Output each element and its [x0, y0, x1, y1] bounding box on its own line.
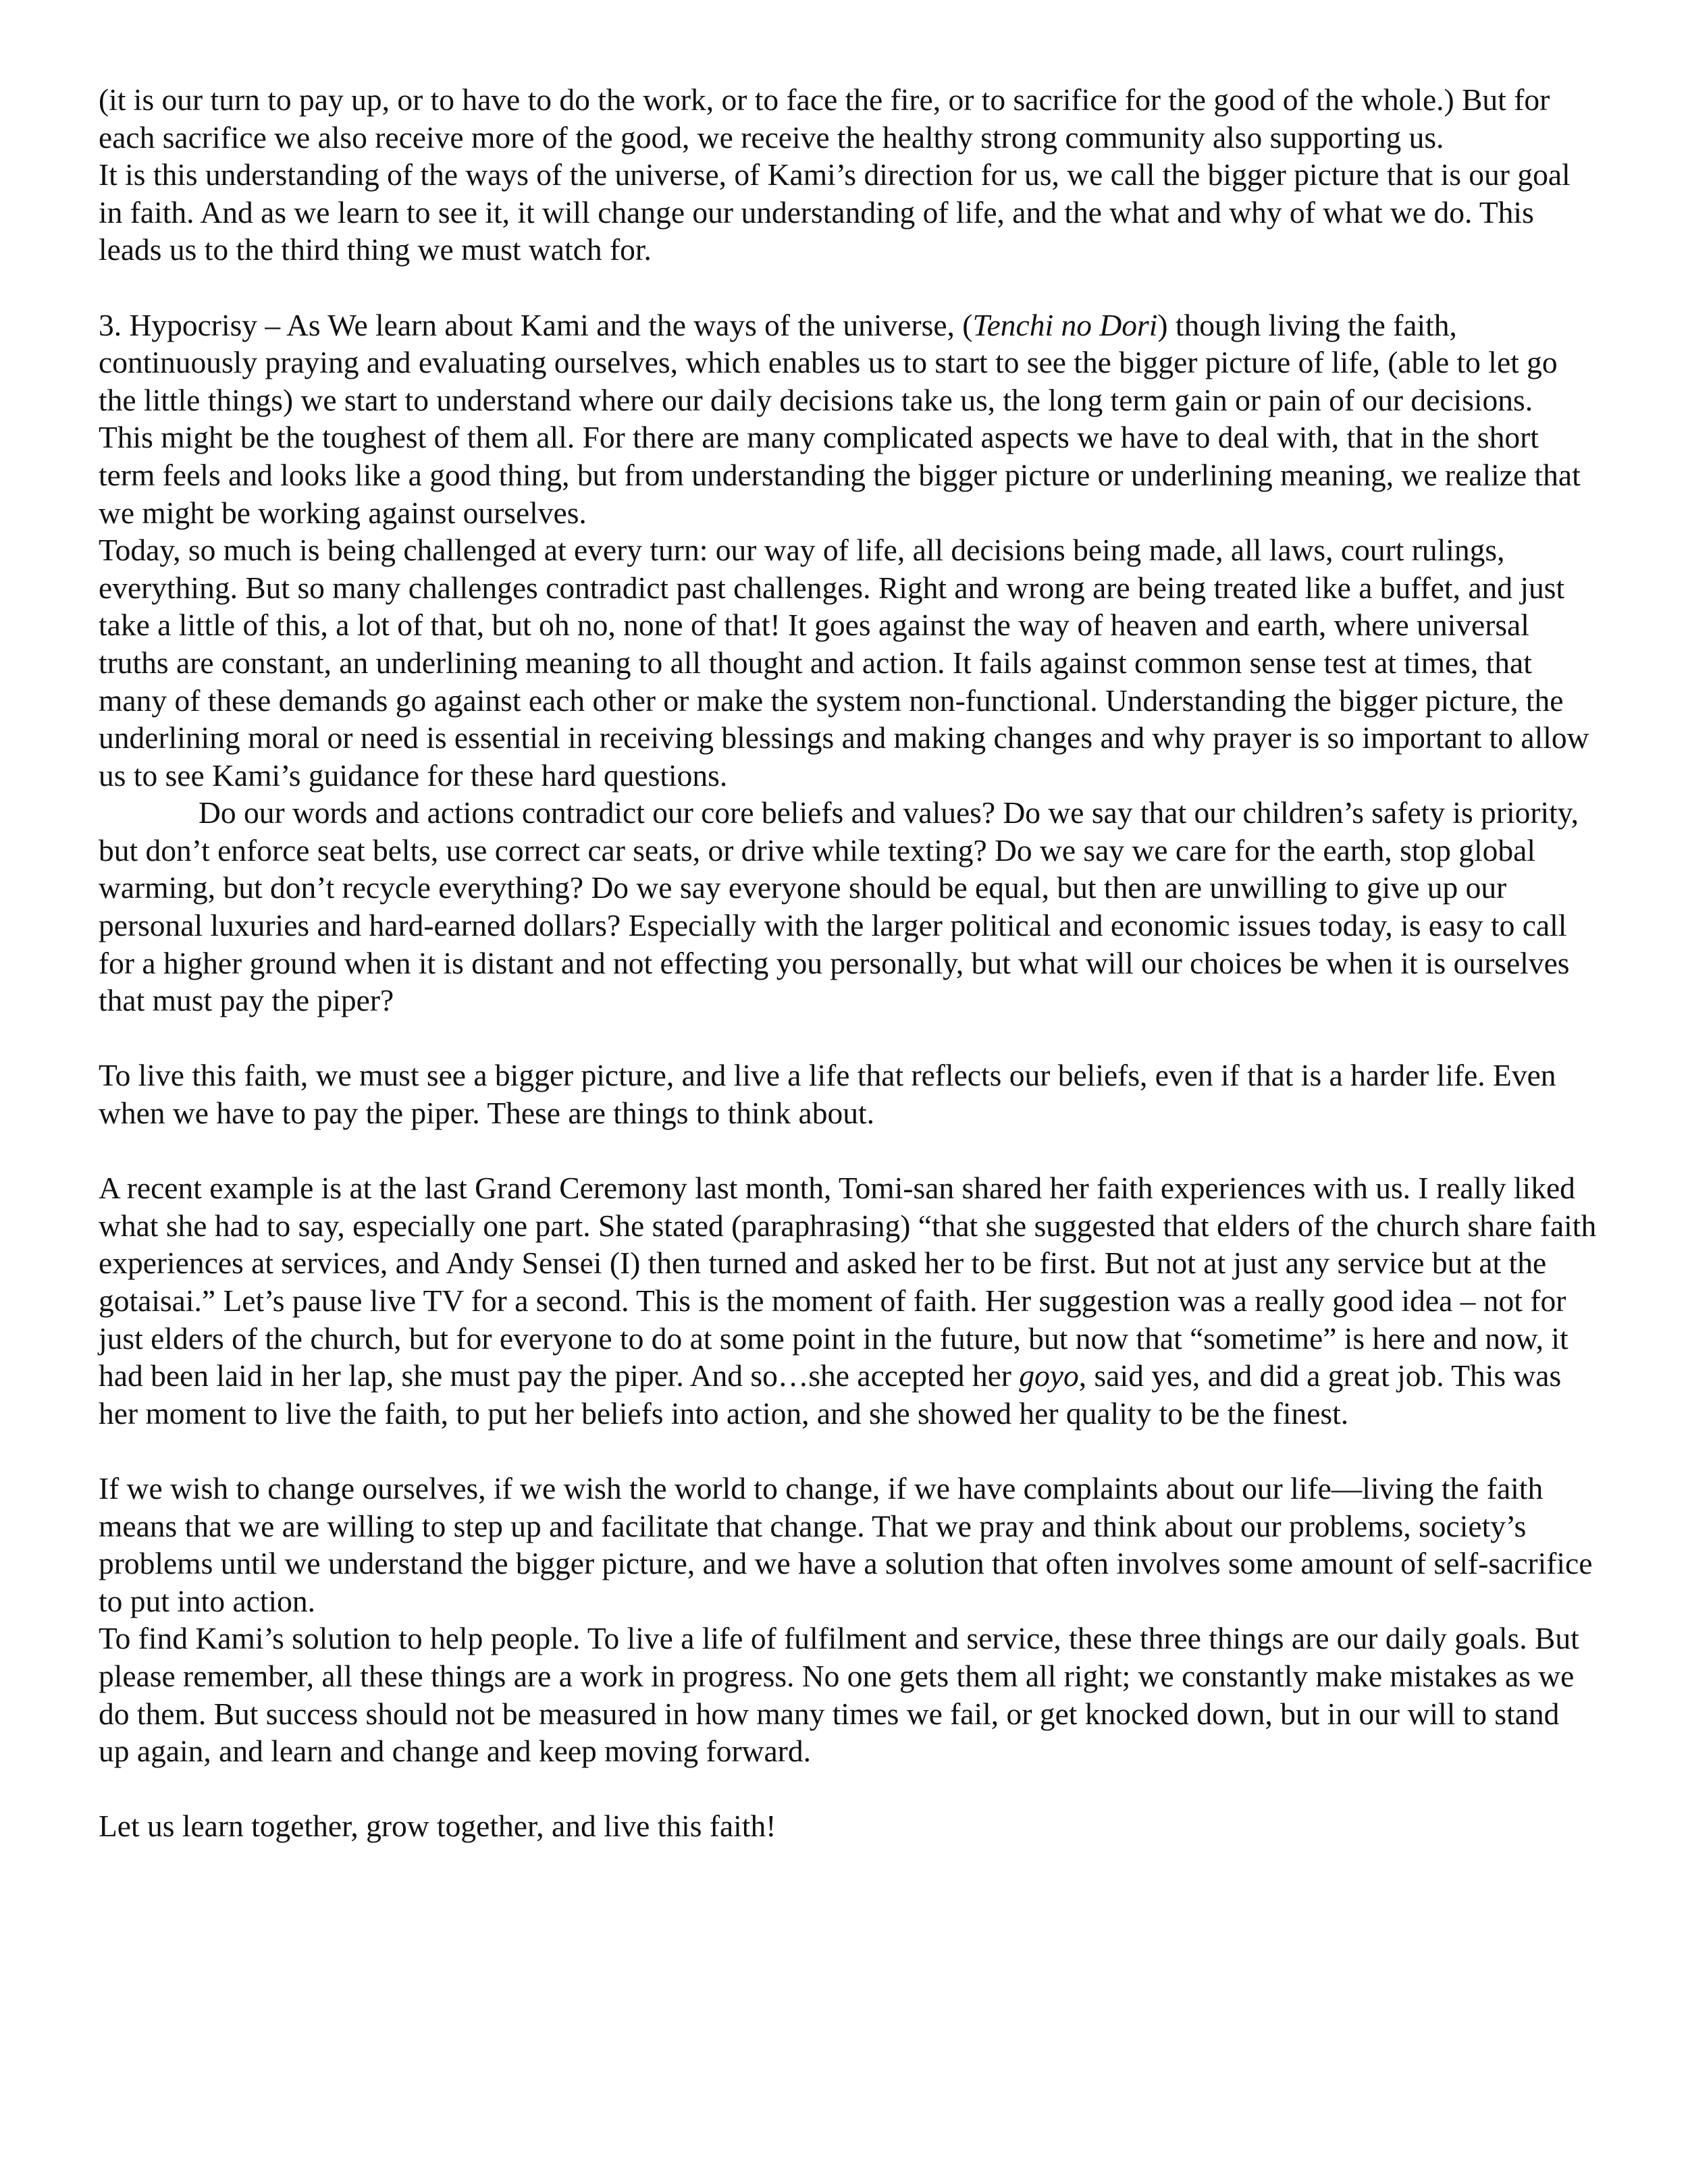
paragraph-gap: [99, 1770, 1598, 1808]
paragraph-change-ourselves: If we wish to change ourselves, if we wish the world to change, if we have complaints about our life—living the faith means that we are willing to step up and facilitate that change. That we pray and think about our problems, society’s problems until we understand the bigger picture, and we have a solution that often involves some amount of self-sacrifice to put into action.: [99, 1470, 1593, 1618]
paragraph-sacrifice: (it is our turn to pay up, or to have to do the work, or to face the fire, or to sacrifice for the good of the whole.) But for each sacrifice we also receive more of the good, we receive the healthy strong community also supporting us.: [99, 82, 1550, 155]
paragraph-live-this-faith: To live this faith, we must see a bigger picture, and live a life that reflects our beliefs, even if that is a harder life. Even when we have to pay the piper. These are things to think about.: [99, 1058, 1556, 1131]
paragraph-closing: Let us learn together, grow together, and live this faith!: [99, 1809, 776, 1844]
paragraph-gap: [99, 1432, 1598, 1470]
paragraph-contradict-questions: Do our words and actions contradict our core beliefs and values? Do we say that our children’s safety is priority, but don’t enforce seat belts, use correct car seats, or drive while texting? Do we say we care for the earth, stop global warming, but don’t recycle everything? Do we say everyone should be equal, but then are unwilling to give up our personal luxuries and hard-earned dollars? Especially with the larger political and economic issues today, is easy to call for a higher ground when it is distant and not effecting you personally, but what will our choices be when it is ourselves that must pay the piper?: [99, 795, 1579, 1018]
paragraph-bigger-picture: It is this understanding of the ways of the universe, of Kami’s direction for us, we call the bigger picture that is our goal in faith. And as we learn to see it, it will change our understanding of life, and the what and why of what we do. This leads us to the third thing we must watch for.: [99, 157, 1571, 267]
text-span: A recent example is at the last Grand Ceremony last month, Tomi-san shared her faith experiences with us. I really liked what she had to say, especially one part. She stated (paraphrasing) “that she suggested that elders of the church share faith experiences at services, and Andy Sensei (I) then turned and asked her to be first. But not at just any service but at the gotaisai.” Let’s pause live TV for a second. This is the moment of faith. Her suggestion was a really good idea – not for just elders of the church, but for everyone to do at some point in the future, but now that “sometime” is here and now, it had been laid in her lap, she must pay the piper. And so…she accepted her: [99, 1171, 1597, 1393]
paragraph-hypocrisy-heading: [99, 307, 1598, 419]
paragraph-toughest: This might be the toughest of them all. For there are many complicated aspects we have to deal with, that in the short term feels and looks like a good thing, but from understanding the bigger picture or underlining meaning, we realize that we might be working against ourselves.: [99, 420, 1581, 530]
paragraph-today: Today, so much is being challenged at every turn: our way of life, all decisions being made, all laws, court rulings, everything. But so many challenges contradict past challenges. Right and wrong are being treated like a buffet, and just take a little of this, a lot of that, but oh no, none of that! It goes against the way of heaven and earth, where universal truths are constant, an underlining meaning to all thought and action. It fails against common sense test at times, that many of these demands go against each other or make the system non-functional. Understanding the bigger picture, the underlining moral or need is essential in receiving blessings and making changes and why prayer is so important to allow us to see Kami’s guidance for these hard questions.: [99, 533, 1589, 793]
italic-term: goyo: [1019, 1358, 1079, 1393]
paragraph-kami-solution: To find Kami’s solution to help people. To live a life of fulfilment and service, these three things are our daily goals. But please remember, all these things are a work in progress. No one gets them all right; we constantly make mistakes as we do them. But success should not be measured in how many times we fail, or get knocked down, but in our will to stand up again, and learn and change and keep moving forward.: [99, 1621, 1579, 1769]
paragraph-recent-example: [99, 1169, 1598, 1432]
document-page: [99, 81, 1598, 1845]
text-span: ) though living the faith, continuously praying and evaluating ourselves, which enables us to start to see the bigger picture of life, (able to let go the little things) we start to understand where our daily decisions take us, the long term gain or pain of our decisions.: [99, 307, 1558, 417]
paragraph-gap: [99, 1019, 1598, 1057]
paragraph-gap: [99, 269, 1598, 307]
text-span: , said yes, and did a great job. This was her moment to live the faith, to put her beliefs into action, and she showed her quality to be the finest.: [99, 1358, 1562, 1431]
paragraph-gap: [99, 1132, 1598, 1170]
text-span: 3. Hypocrisy – As We learn about Kami and the ways of the universe, (: [99, 307, 973, 342]
italic-term: Tenchi no Dori: [972, 307, 1158, 342]
